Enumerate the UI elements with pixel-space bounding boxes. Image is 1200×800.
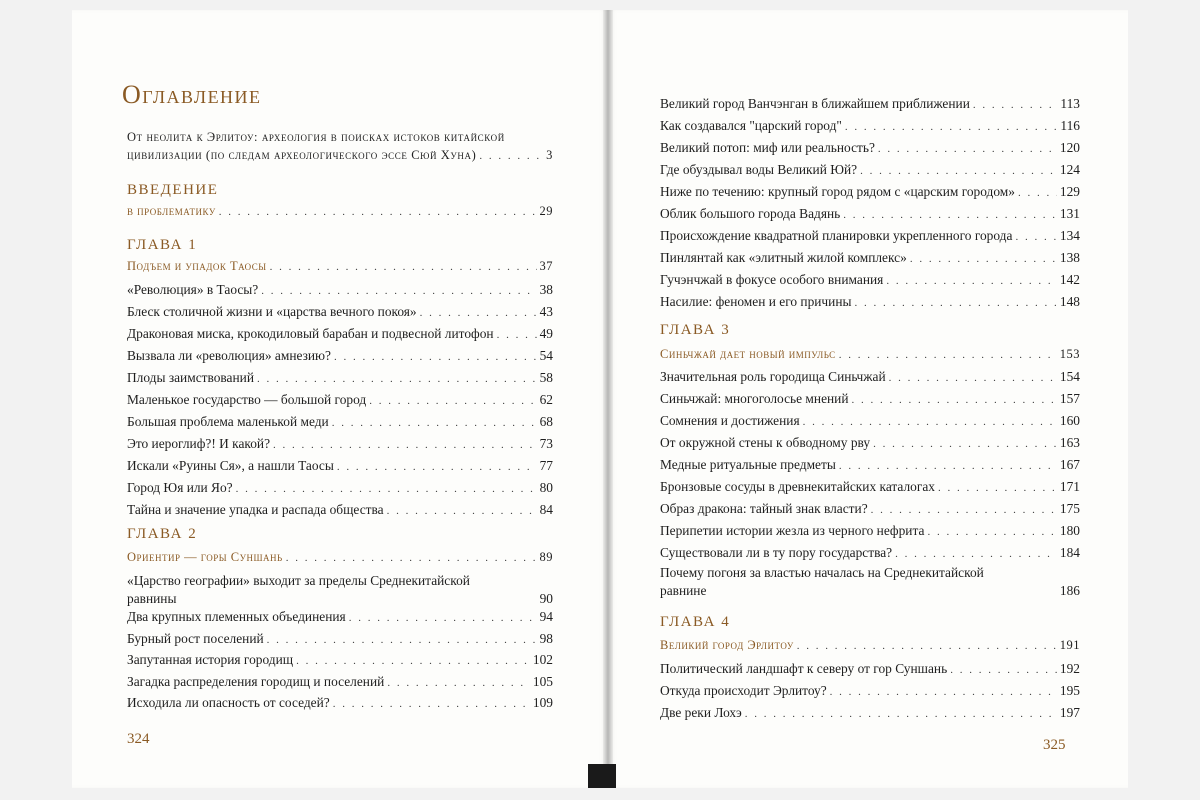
toc-entry[interactable] [660,346,1080,364]
toc-entry[interactable] [127,203,553,221]
toc-entry[interactable] [660,183,1080,202]
toc-title: Оглавление [122,80,262,109]
dot-leader [296,653,530,670]
dot-leader [387,675,530,692]
toc-entry[interactable] [127,369,553,388]
entry-page: 73 [539,436,553,451]
entry-page: 124 [1059,162,1080,177]
dot-leader [938,480,1057,497]
entry-title: Облик большого города Вадянь [660,206,841,221]
entry-page: 184 [1059,545,1080,560]
dot-leader [839,458,1057,475]
dot-leader [334,349,537,366]
entry-page: 120 [1059,140,1080,155]
toc-entry[interactable] [127,673,553,692]
toc-entry[interactable] [127,694,553,713]
entry-title: Значительная роль городища Синьчжай [660,369,886,384]
dot-leader [273,437,537,454]
entry-title: Насилие: феномен и его причины [660,294,852,309]
dot-leader [745,706,1057,723]
toc-entry[interactable] [127,630,553,649]
dot-leader [871,502,1057,519]
dot-leader [910,251,1057,268]
toc-entry[interactable] [660,412,1080,431]
dot-leader [843,207,1057,224]
dot-leader [337,459,537,476]
dot-leader [845,119,1058,136]
entry-page: 37 [539,259,553,273]
toc-entry[interactable] [660,271,1080,290]
entry-title: «Революция» в Таосы? [127,282,259,297]
entry-title: в проблематику [127,204,216,218]
entry-page: 142 [1059,272,1080,287]
entry-page: 98 [539,630,553,646]
entry-page: 89 [539,550,553,564]
entry-page: 138 [1059,250,1080,265]
toc-entry[interactable] [660,227,1080,246]
dot-leader [860,163,1057,180]
entry-page: 29 [539,204,553,218]
entry-title: Гучэнчжай в фокусе особого внимания [660,272,884,287]
dot-leader [270,259,537,276]
dot-leader [332,415,537,432]
dot-leader [497,327,537,344]
heading-chapter-4: ГЛАВА 4 [660,614,731,630]
toc-entry[interactable] [127,479,553,498]
toc-entry[interactable] [660,500,1080,519]
dot-leader [261,283,536,300]
dot-leader [855,295,1057,312]
entry-page: 148 [1059,294,1080,309]
entry-page: 131 [1059,206,1080,221]
entry-title: Великий потоп: миф или реальность? [660,140,875,155]
toc-entry[interactable] [127,608,553,627]
dot-leader [950,662,1057,679]
dot-leader [889,370,1057,387]
toc-entry[interactable] [660,249,1080,268]
dot-leader [803,414,1057,431]
entry-page: 163 [1059,435,1080,450]
dot-leader [839,347,1057,364]
entry-title: Существовали ли в ту пору государства? [660,545,893,560]
intro-page: 3 [546,148,553,162]
toc-entry[interactable] [660,434,1080,453]
toc-entry[interactable] [660,637,1080,655]
toc-entry[interactable] [660,682,1080,701]
entry-title: Великий город Эрлитоу [660,638,794,652]
dot-leader [219,204,537,221]
entry-title-line-1: «Царство географии» выходит за пределы Среднекитайской [127,573,470,588]
entry-title: Маленькое государство — большой город [127,392,367,407]
dot-leader [387,503,537,520]
intro-line-2-row [127,147,553,165]
entry-page: 62 [539,392,553,407]
entry-title: От окружной стены к обводному рву [660,435,871,450]
toc-entry[interactable] [660,456,1080,475]
entry-title: Где обуздывал воды Великий Юй? [660,162,858,177]
entry-title: Бронзовые сосуды в древнекитайских каталогах [660,479,936,494]
entry-title: Драконовая миска, крокодиловый барабан и подвесной литофон [127,326,494,341]
dot-leader [797,638,1057,655]
entry-title: Медные ритуальные предметы [660,457,836,472]
entry-page: 38 [539,282,553,297]
entry-title: Подъем и упадок Таосы [127,259,267,273]
entry-title: Два крупных племенных объединения [127,609,346,624]
toc-entry-multiline[interactable] [127,572,553,608]
toc-entry[interactable] [127,413,553,432]
toc-entry[interactable] [660,205,1080,224]
entry-title-line-2: равнины [127,591,177,606]
toc-entry[interactable] [660,139,1080,158]
entry-page: 160 [1059,413,1080,428]
dot-leader [852,392,1057,409]
entry-page: 90 [539,591,553,606]
entry-page: 191 [1059,638,1080,652]
dot-leader [479,148,543,165]
entry-title: Синьчжай дает новый импульс [660,347,836,361]
toc-entry-multiline[interactable] [660,564,1080,600]
entry-title-line-2: равнине [660,583,707,598]
entry-title: Большая проблема маленькой меди [127,414,329,429]
toc-entry[interactable] [127,258,553,276]
dot-leader [286,550,537,567]
heading-chapter-2: ГЛАВА 2 [127,526,198,542]
dot-leader [349,610,537,627]
toc-entry[interactable] [660,293,1080,312]
toc-entry[interactable] [127,303,553,322]
entry-page: 134 [1059,228,1080,243]
entry-page: 80 [539,480,553,495]
entry-title-line-2-row [660,582,1080,600]
toc-entry[interactable] [660,544,1080,563]
intro-entry [127,128,553,165]
entry-title: Ниже по течению: крупный город рядом с «царским городом» [660,184,1015,199]
toc-entry[interactable] [660,117,1080,136]
toc-entry[interactable] [127,457,553,476]
dot-leader [830,684,1057,701]
entry-page: 167 [1059,457,1080,472]
toc-entry[interactable] [660,390,1080,409]
heading-introduction: ВВЕДЕНИЕ [127,182,219,198]
toc-entry[interactable] [127,347,553,366]
book-spine [588,764,616,788]
entry-title: Политический ландшафт к северу от гор Суншань [660,661,948,676]
entry-page: 77 [539,458,553,473]
dot-leader [873,436,1057,453]
entry-title: Запутанная история городищ [127,652,294,667]
toc-entry[interactable] [660,478,1080,497]
entry-title: Сомнения и достижения [660,413,800,428]
entry-page: 49 [539,326,553,341]
dot-leader [236,481,537,498]
toc-entry[interactable] [127,281,553,300]
page-number-right: 325 [1043,737,1066,753]
toc-entry[interactable] [127,391,553,410]
entry-page: 54 [539,348,553,363]
dot-leader [257,371,537,388]
entry-page: 171 [1059,479,1080,494]
toc-entry[interactable] [660,368,1080,387]
entry-title: Плоды заимствований [127,370,255,385]
heading-chapter-3: ГЛАВА 3 [660,322,731,338]
dot-leader [333,696,530,713]
entry-title: Происхождение квадратной планировки укрепленного города [660,228,1013,243]
toc-entry[interactable] [660,660,1080,679]
entry-page: 186 [1059,583,1080,598]
intro-line-1: От неолита к Эрлитоу: археология в поисках истоков китайской [127,130,505,144]
dot-leader [420,305,537,322]
page-number-left: 324 [127,731,150,747]
entry-page: 105 [532,673,553,689]
entry-title: Город Юя или Яо? [127,480,233,495]
toc-entry[interactable] [127,549,553,567]
entry-page: 102 [532,652,553,667]
entry-title-line-1: Почему погоня за властью началась на Среднекитайской [660,565,984,580]
entry-page: 84 [539,502,553,517]
entry-title: Ориентир — горы Суншань [127,550,283,564]
toc-entry[interactable] [660,95,1080,114]
dot-leader [267,632,537,649]
toc-entry[interactable] [660,704,1080,723]
entry-page: 94 [539,609,553,624]
entry-page: 175 [1059,501,1080,516]
toc-entry[interactable] [127,325,553,344]
entry-title: Это иероглиф?! И какой? [127,436,271,451]
entry-page: 109 [532,695,553,710]
toc-entry[interactable] [127,651,553,670]
entry-page: 116 [1060,118,1080,133]
heading-chapter-1: ГЛАВА 1 [127,237,198,253]
entry-title: Исходила ли опасность от соседей? [127,695,330,710]
entry-title: Перипетии истории жезла из черного нефрита [660,523,925,538]
entry-title: Синьчжай: многоголосье мнений [660,391,849,406]
entry-title: Как создавался "царский город" [660,118,842,133]
dot-leader [369,393,536,410]
intro-line-2: цивилизации (по следам археологического эссе Сюй Хуна) [127,148,477,162]
entry-title: Две реки Лохэ [660,705,742,720]
entry-title: Пинлянтай как «элитный жилой комплекс» [660,250,907,265]
dot-leader [927,524,1056,541]
entry-page: 195 [1059,683,1080,698]
entry-title: Бурный рост поселений [127,630,264,646]
entry-page: 43 [539,304,553,319]
toc-entry[interactable] [660,522,1080,541]
entry-page: 192 [1059,661,1080,676]
entry-page: 129 [1059,184,1080,199]
dot-leader [895,546,1057,563]
toc-entry[interactable] [660,161,1080,180]
toc-entry[interactable] [127,501,553,520]
entry-page: 157 [1059,391,1080,406]
entry-title: Откуда происходит Эрлитоу? [660,683,827,698]
entry-title: Загадка распределения городищ и поселений [127,673,385,689]
entry-title: Вызвала ли «революция» амнезию? [127,348,331,363]
dot-leader [1015,229,1056,246]
dot-leader [1018,185,1057,202]
entry-title: Великий город Ванчэнган в ближайшем приближении [660,96,970,111]
entry-title: Блеск столичной жизни и «царства вечного покоя» [127,304,417,319]
book-gutter [603,10,613,788]
dot-leader [973,97,1058,114]
entry-page: 58 [539,370,553,385]
entry-page: 197 [1059,705,1080,720]
entry-page: 113 [1060,96,1080,111]
toc-entry[interactable] [127,435,553,454]
dot-leader [886,273,1057,290]
entry-page: 68 [539,414,553,429]
entry-page: 153 [1059,347,1080,361]
entry-page: 180 [1059,523,1080,538]
entry-title-line-2-row [127,590,553,608]
entry-page: 154 [1059,369,1080,384]
entry-title: Образ дракона: тайный знак власти? [660,501,868,516]
entry-title: Тайна и значение упадка и распада общества [127,502,384,517]
dot-leader [878,141,1057,158]
entry-title: Искали «Руины Ся», а нашли Таосы [127,458,334,473]
